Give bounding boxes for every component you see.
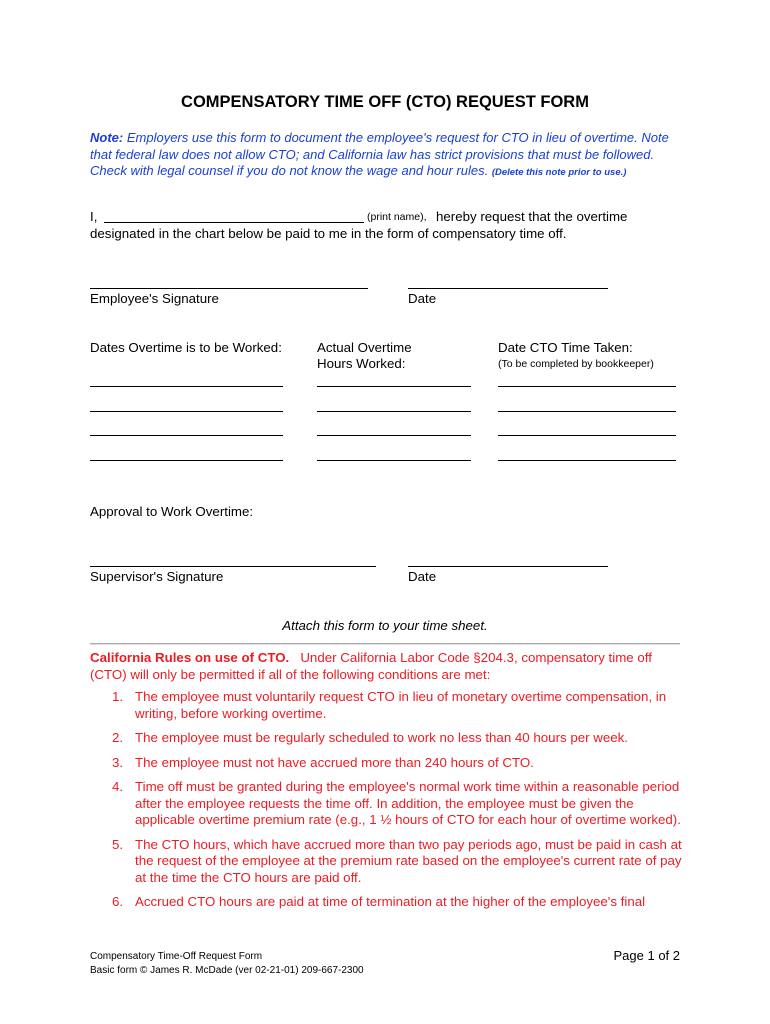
print-name-field[interactable]	[104, 222, 364, 223]
list-item	[90, 837, 682, 887]
table-row-4-cto[interactable]	[498, 460, 676, 461]
rules-heading: California Rules on use of CTO.	[90, 650, 290, 665]
col-hours-line1: Actual Overtime	[317, 340, 412, 355]
table-row-4-dates[interactable]	[90, 460, 283, 461]
col-hours-line2: Hours Worked:	[317, 356, 406, 371]
list-item	[90, 779, 682, 829]
supervisor-date-label: Date	[408, 569, 437, 584]
rule-text: Time off must be granted during the employee's normal work time within a reasonable period after the employee requests the time off. In addition, the employee must be given the applicable overtime premium rate (e.g., 1 ½ hours of CTO for each hour of overtime worked).	[135, 779, 681, 827]
request-line1: hereby request that the overtime	[436, 209, 628, 224]
rule-number: 6.	[112, 894, 124, 909]
table-row-4-hours[interactable]	[317, 460, 471, 461]
note-text: Employers use this form to document the employee's request for CTO in lieu of overtime. Note that federal law does not allow CTO; and California law has strict provisions that must be followed. Check with legal counsel if you do not know the wage and hour rules.	[90, 130, 669, 178]
table-row-1-cto[interactable]	[498, 386, 676, 387]
california-rules	[90, 650, 682, 919]
footer-form-name: Compensatory Time-Off Request Form	[90, 951, 263, 962]
col-cto-header	[498, 340, 654, 372]
supervisor-date-field[interactable]	[408, 566, 608, 567]
request-prefix: I,	[90, 209, 98, 224]
rule-number: 2.	[112, 730, 124, 745]
employee-signature-label: Employee's Signature	[90, 291, 219, 306]
table-row-3-hours[interactable]	[317, 435, 471, 436]
footer-copyright: Basic form © James R. McDade (ver 02-21-01) 209-667-2300	[90, 965, 364, 976]
col-cto-line1: Date CTO Time Taken:	[498, 340, 633, 355]
request-line2: designated in the chart below be paid to me in the form of compensatory time off.	[90, 226, 567, 241]
supervisor-signature-label: Supervisor's Signature	[90, 569, 224, 584]
table-row-1-hours[interactable]	[317, 386, 471, 387]
approval-label: Approval to Work Overtime:	[90, 504, 254, 519]
rules-list	[90, 689, 682, 911]
footer	[90, 950, 364, 978]
rule-text: Accrued CTO hours are paid at time of termination at the higher of the employee's final	[135, 894, 646, 909]
supervisor-signature-field[interactable]	[90, 566, 376, 567]
col-hours-header	[317, 340, 412, 372]
instruction-note	[90, 130, 690, 182]
note-label: Note:	[90, 130, 124, 145]
page-title: COMPENSATORY TIME OFF (CTO) REQUEST FORM	[181, 93, 589, 111]
table-row-1-dates[interactable]	[90, 386, 283, 387]
employee-date-label: Date	[408, 291, 437, 306]
table-row-3-cto[interactable]	[498, 435, 676, 436]
rule-text: The employee must voluntarily request CTO in lieu of monetary overtime compensation, in writing, before working overtime.	[135, 689, 667, 721]
list-item	[90, 730, 682, 747]
rule-number: 4.	[112, 779, 124, 794]
list-item	[90, 894, 682, 911]
table-row-2-dates[interactable]	[90, 411, 283, 412]
rule-number: 5.	[112, 836, 124, 852]
rules-intro-paragraph	[90, 650, 682, 683]
list-item	[90, 689, 682, 722]
table-row-3-dates[interactable]	[90, 435, 283, 436]
table-row-2-hours[interactable]	[317, 411, 471, 412]
list-item	[90, 755, 682, 772]
print-name-label: (print name),	[367, 211, 427, 223]
attach-instruction: Attach this form to your time sheet.	[282, 618, 488, 633]
rule-text: The employee must not have accrued more than 240 hours of CTO.	[135, 754, 534, 770]
page-number: Page 1 of 2	[613, 948, 680, 963]
rules-intro: Under California Labor Code §204.3, compensatory time off (CTO) will only be permitted if all of the following conditions are met:	[90, 650, 652, 682]
rule-text: The employee must be regularly scheduled to work no less than 40 hours per week.	[135, 730, 628, 745]
col-dates-header: Dates Overtime is to be Worked:	[90, 340, 282, 355]
table-row-2-cto[interactable]	[498, 411, 676, 412]
rule-text: The CTO hours, which have accrued more than two pay periods ago, must be paid in cash at the request of the employee at the premium rate based on the employee's current rate of pay at the time the CTO hours are paid off.	[135, 836, 682, 885]
rule-number: 3.	[112, 754, 124, 770]
col-cto-line2: (To be completed by bookkeeper)	[498, 358, 654, 370]
note-delete: (Delete this note prior to use.)	[491, 167, 627, 178]
employee-date-field[interactable]	[408, 288, 608, 289]
section-divider	[90, 643, 680, 645]
rule-number: 1.	[112, 689, 124, 704]
employee-signature-field[interactable]	[90, 288, 368, 289]
